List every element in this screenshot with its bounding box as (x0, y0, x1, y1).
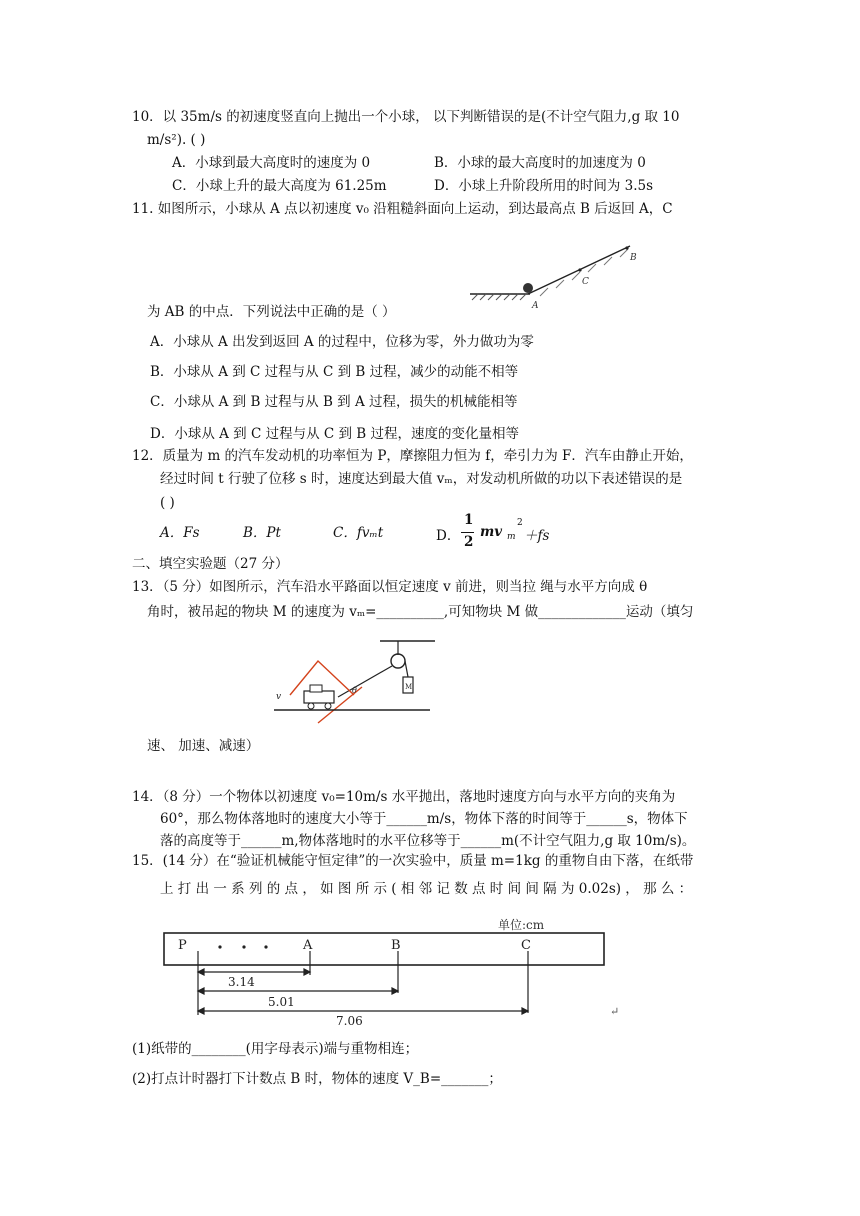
q12-stem-line2: 经过时间 t 行驶了位移 s 时，速度达到最大值 vₘ，对发动机所做的功以下表述错误的是 (160, 471, 683, 487)
q11-option-a: A．小球从 A 出发到返回 A 的过程中，位移为零，外力做功为零 (150, 334, 534, 350)
q10-option-a: A．小球到最大高度时的速度为 0 (172, 155, 371, 171)
q12-option-d-tail: ＋fs (524, 528, 550, 544)
distance-pb-label: 5.01 (268, 995, 295, 1009)
q11-incline-figure (470, 232, 670, 322)
distance-pa-label: 3.14 (228, 975, 255, 989)
label-c: C (582, 277, 589, 287)
fraction-denominator: 2 (464, 534, 474, 550)
velocity-label: v (276, 692, 282, 702)
block-m-label: M (405, 683, 413, 691)
q12-option-d-sub: m (507, 532, 516, 542)
point-c-label: C (521, 938, 531, 953)
q12-option-d-mv: mv (480, 524, 503, 540)
truck-wheel-2 (325, 703, 331, 709)
pulley (391, 654, 405, 668)
q15-paper-tape-figure (158, 915, 620, 1028)
point-a-label: A (303, 938, 313, 953)
q15-stem-line2: 上 打 出 一 系 列 的 点 ， 如 图 所 示 ( 相 邻 记 数 点 时 间 间 隔 为 0.02s) ， 那 么 ： (160, 881, 693, 897)
tape-unit-label: 单位:cm (498, 918, 545, 932)
fraction-numerator: 1 (464, 512, 474, 528)
rope-vertical (405, 661, 408, 677)
q12-stem-line3: ( ) (160, 495, 175, 511)
point-p-label: P (178, 938, 187, 953)
section-2-heading: 二、填空实验题（27 分） (132, 556, 289, 572)
q10-option-b: B．小球的最大高度时的加速度为 0 (434, 155, 646, 171)
truck-cab (310, 685, 322, 692)
point-c-dot (578, 268, 581, 271)
q15-subquestion-2: (2)打点计时器打下计数点 B 时，物体的速度 V_B=_______； (132, 1071, 502, 1087)
ground-hatch (470, 294, 530, 300)
q11-option-d: D．小球从 A 到 C 过程与从 C 到 B 过程，速度的变化量相等 (150, 426, 519, 442)
q11-option-c: C．小球从 A 到 B 过程与从 B 到 A 过程，损失的机械能相等 (150, 394, 518, 410)
ball (523, 283, 533, 293)
q14-stem-line3: 落的高度等于______m,物体落地时的水平位移等于______m(不计空气阻力,g 取 10m/s)。 (160, 833, 696, 849)
fraction-bar (461, 532, 474, 533)
q13-stem-line1: 13．（5 分）如图所示，汽车沿水平路面以恒定速度 v 前进，则当拉 绳与水平方向成 θ (132, 579, 648, 595)
tape-dot (218, 945, 221, 948)
q12-option-a: A．Fs (160, 525, 200, 541)
q12-stem-line1: 12．质量为 m 的汽车发动机的功率恒为 P，摩擦阻力恒为 f，牵引力为 F．汽车由静止开始， (132, 448, 693, 464)
tape-strip (164, 933, 604, 965)
point-b-dot (625, 246, 628, 249)
q10-stem-line1: 10．以 35m/s 的初速度竖直向上抛出一个小球， 以下判断错误的是(不计空气阻力,g 取 10 (132, 109, 680, 125)
label-a: A (532, 301, 539, 311)
distance-pc-label: 7.06 (336, 1014, 363, 1028)
q11-option-b: B．小球从 A 到 C 过程与从 C 到 B 过程，减少的动能不相等 (150, 364, 519, 380)
point-b-label: B (391, 938, 401, 953)
label-b: B (630, 253, 637, 263)
q13-stem-line2: 角时，被吊起的物块 M 的速度为 vₘ=__________,可知物块 M 做_____________运动（填匀 (147, 604, 694, 620)
rope-to-truck (338, 666, 392, 697)
q14-stem-line1: 14．（8 分）一个物体以初速度 v₀=10m/s 水平抛出，落地时速度方向与水平方向的夹角为 (132, 789, 676, 805)
q12-option-c: C．fvₘt (333, 525, 384, 541)
q11-stem-line2: 为 AB 的中点．下列说法中正确的是（ ） (147, 304, 396, 320)
q10-option-c: C．小球上升的最大高度为 61.25m (172, 178, 387, 194)
truck-body (304, 691, 334, 703)
truck-wheel-1 (308, 703, 314, 709)
q11-stem-line1: 11. 如图所示，小球从 A 点以初速度 v₀ 沿粗糙斜面向上运动，到达最高点 B 后返回 A，C (132, 201, 673, 217)
q12-option-d-prefix: D． (436, 528, 461, 544)
q10-option-d: D．小球上升阶段所用的时间为 3.5s (434, 178, 654, 194)
q14-stem-line2: 60°，那么物体落地时的速度大小等于______m/s，物体下落的时间等于______s，物体下 (160, 811, 688, 827)
q13-stem-line3: 速、 加速、减速） (147, 738, 260, 754)
q10-stem-line2: m/s²). ( ) (147, 132, 206, 148)
q12-option-d-sup: 2 (517, 518, 523, 528)
q15-stem-line1: 15．(14 分）在“验证机械能守恒定律”的一次实验中，质量 m=1kg 的重物自由下落，在纸带 (132, 853, 694, 869)
theta-label: θ (352, 686, 357, 695)
tape-dot (264, 945, 267, 948)
tape-dot (242, 945, 245, 948)
q12-option-b: B．Pt (243, 525, 281, 541)
q15-subquestion-1: (1)纸带的________(用字母表示)端与重物相连； (132, 1041, 419, 1057)
return-mark-icon: ↵ (610, 1005, 620, 1018)
q13-truck-pulley-figure (270, 633, 440, 743)
